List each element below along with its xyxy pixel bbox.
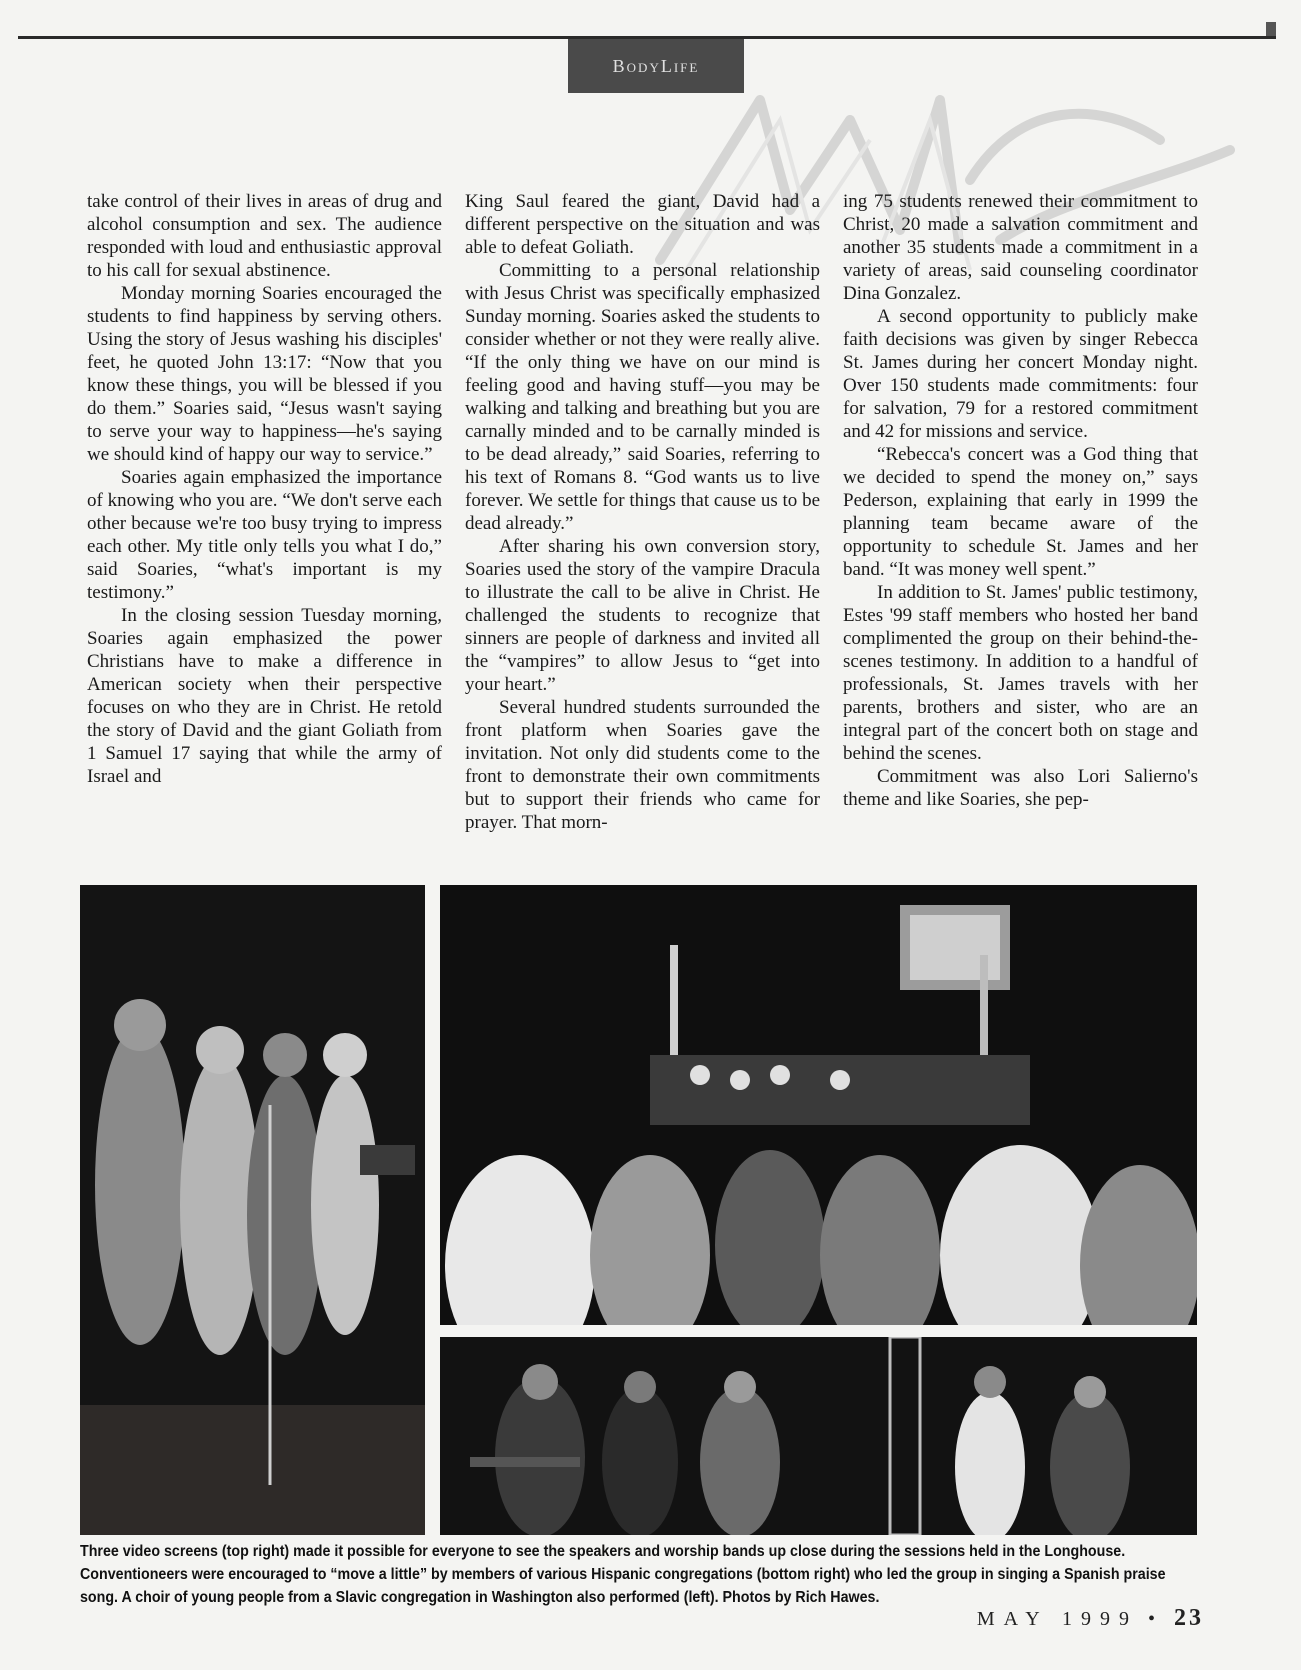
hispanic-worship-band-photo (440, 1337, 1197, 1535)
paragraph: take control of their lives in areas of drug and alcohol consumption and sex. The audience responded with loud and enthusiastic approval to his call for sexual abstinence. (87, 191, 442, 281)
paragraph: King Saul feared the giant, David had a different perspective on the situation and was able to defeat Goliath. (465, 191, 820, 258)
article-column-1 (87, 190, 442, 788)
photo-caption: Three video screens (top right) made it possible for everyone to see the speakers and worship bands up close during the sessions held in the Longhouse. Conventioneers were encouraged to “move a little” by members of various Hispanic congregations (bottom right) who led the group in singing a Spanish praise song. A choir of young people from a Slavic congregation in Washington also performed (left). Photos by Rich Hawes. (80, 1543, 1166, 1606)
paragraph: In the closing session Tuesday morning, Soaries again emphasized the power Christians have to make a difference in American society when their perspective focuses on who they are in Christ. He retold the story of David and the giant Goliath from 1 Samuel 17 saying that while the army of Israel and (87, 605, 442, 787)
footer-bullet: • (1147, 1608, 1164, 1630)
page-number: 23 (1174, 1605, 1204, 1631)
paragraph: “Rebecca's concert was a God thing that we decided to spend the money on,” says Pederson, explaining that early in 1999 the planning team became aware of the opportunity to schedule St. James and her band. “It was money well spent.” (843, 444, 1198, 580)
paragraph: A second opportunity to publicly make faith decisions was given by singer Rebecca St. James during her concert Monday night. Over 150 students made commitments: four for salvation, 79 for a restored commitment and 42 for missions and service. (843, 306, 1198, 442)
paragraph: ing 75 students renewed their commitment to Christ, 20 made a salvation commitment and another 35 students made a commitment in a variety of areas, said counseling coordinator Dina Gonzalez. (843, 191, 1198, 304)
choir-photo (80, 885, 425, 1535)
article-column-3 (843, 190, 1198, 811)
paragraph: Several hundred students surrounded the front platform when Soaries gave the invitation. Not only did students come to the front to demonstrate their own commitments but to support their friends who came for prayer. That morn- (465, 697, 820, 833)
paragraph: Soaries again emphasized the importance of knowing who you are. “We don't serve each other because we're too busy trying to impress each other. My title only tells you what I do,” said Soaries, “what's important is my testimony.” (87, 467, 442, 603)
paragraph: In addition to St. James' public testimony, Estes '99 staff members who hosted her band complimented the group on their behind-the-scenes testimony. In addition to a handful of professionals, St. James travels with her parents, brothers and sister, who are an integral part of the concert both on stage and behind the scenes. (843, 582, 1198, 764)
paragraph: Committing to a personal relationship with Jesus Christ was specifically emphasized Sunday morning. Soaries asked the students to consider whether or not they were really alive. “If the only thing we have on our mind is feeling good and having stuff—you may be walking and talking and breathing but you are carnally minded and to be carnally minded is to be dead already,” said Soaries, referring to his text of Romans 8. “God wants us to live forever. We settle for things that cause us to be dead already.” (465, 260, 820, 534)
article-column-2 (465, 190, 820, 834)
paragraph: After sharing his own conversion story, Soaries used the story of the vampire Dracula to illustrate the call to be alive in Christ. He challenged the students to recognize that sinners are people of darkness and invited all the “vampires” to allow Jesus to “get into your heart.” (465, 536, 820, 695)
page-footer (977, 1605, 1204, 1632)
section-header-tab: BodyLife (568, 39, 744, 93)
paragraph: Commitment was also Lori Salierno's theme and like Soaries, she pep- (843, 766, 1198, 810)
stage-audience-photo (440, 885, 1197, 1325)
paragraph: Monday morning Soaries encouraged the students to find happiness by serving others. Using the story of Jesus washing his disciples' feet, he quoted John 13:17: “Now that you know these things, you will be blessed if you do them.” Soaries said, “Jesus wasn't saying to serve your way to happiness—he's saying we should kind of happy our way to service.” (87, 283, 442, 465)
issue-date: MAY 1999 (976, 1608, 1138, 1630)
